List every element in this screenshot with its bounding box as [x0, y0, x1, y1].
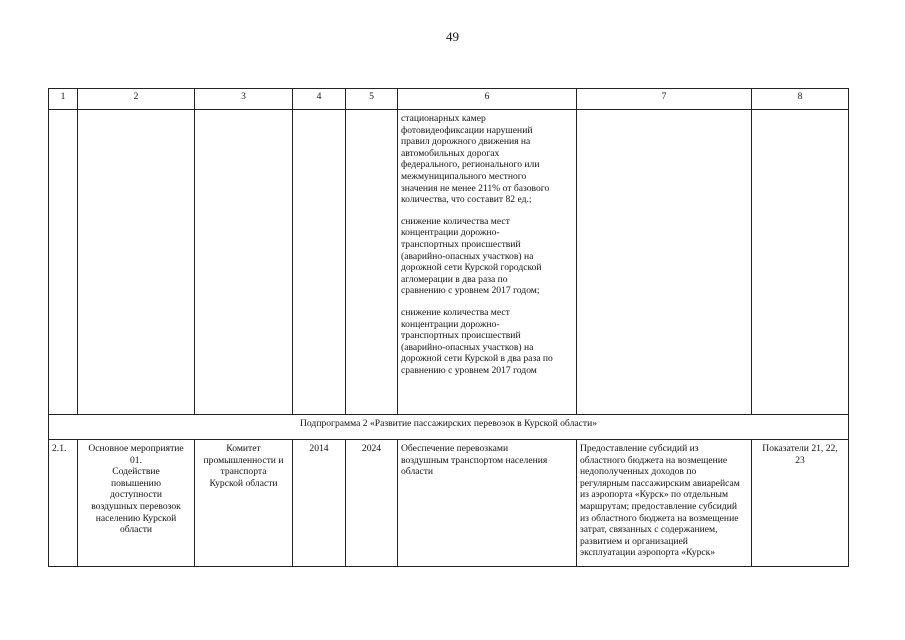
column-header: 6	[398, 89, 577, 110]
activities-cell: Предоставление субсидий из областного бюджета на возмещение недополученных доходов по регулярным пассажирским авиарейсам из аэропорта «Курск» по отдельным маршрутам; предоставление субсидий из областного бюджета на возмещение затрат, связанных с содержанием, развитием и организацией эксплуатации аэропорта «Курск»	[577, 440, 752, 567]
result-cell: Обеспечение перевозками воздушным транспортом населения области	[398, 440, 577, 567]
column-header: 5	[346, 89, 398, 110]
table-cell	[346, 110, 398, 415]
table-cell	[78, 110, 195, 415]
page-number: 49	[446, 29, 459, 44]
column-header: 1	[49, 89, 78, 110]
subprogram-row	[49, 415, 849, 440]
column-header: 2	[78, 89, 195, 110]
table-cell	[293, 110, 346, 415]
end-year-cell: 2024	[346, 440, 398, 567]
measure-cell: Основное мероприятие 01. Содействие повышению доступности воздушных перевозок населению Курской области	[78, 440, 195, 567]
column-header: 4	[293, 89, 346, 110]
row-number-cell: 2.1.	[49, 440, 78, 567]
table-cell	[195, 110, 293, 415]
column-header: 3	[195, 89, 293, 110]
table-header-row	[49, 89, 849, 110]
result-paragraph: стационарных камер фотовидеофиксации нарушений правил дорожного движения на автомобильных дорогах федерального, регионального или межмуниципального местного значения не менее 211% от базового количества, что составит 82 ед.;	[401, 113, 550, 206]
table-cell	[752, 110, 849, 415]
table-cell	[49, 110, 78, 415]
indicators-cell: Показатели 21, 22, 23	[752, 440, 849, 567]
program-table	[48, 88, 849, 567]
expected-results-cell	[398, 110, 577, 415]
start-year-cell: 2014	[293, 440, 346, 567]
column-header: 8	[752, 89, 849, 110]
result-paragraph: снижение количества мест концентрации дорожно- транспортных происшествий (аварийно-опасных участков) на дорожной сети Курской городской агломерации в два раза по сравнению с уровнем 2017 годом;	[401, 215, 542, 297]
column-header: 7	[577, 89, 752, 110]
table-cell	[577, 110, 752, 415]
subprogram-title: Подпрограмма 2 «Развитие пассажирских перевозок в Курской области»	[49, 415, 849, 440]
executor-cell: Комитет промышленности и транспорта Курской области	[195, 440, 293, 567]
table-row	[49, 440, 849, 567]
result-paragraph: снижение количества мест концентрации дорожно- транспортных происшествий (аварийно-опасных участков) на дорожной сети Курской в два раза по сравнению с уровнем 2017 годом	[401, 306, 553, 376]
table-row	[49, 110, 849, 415]
